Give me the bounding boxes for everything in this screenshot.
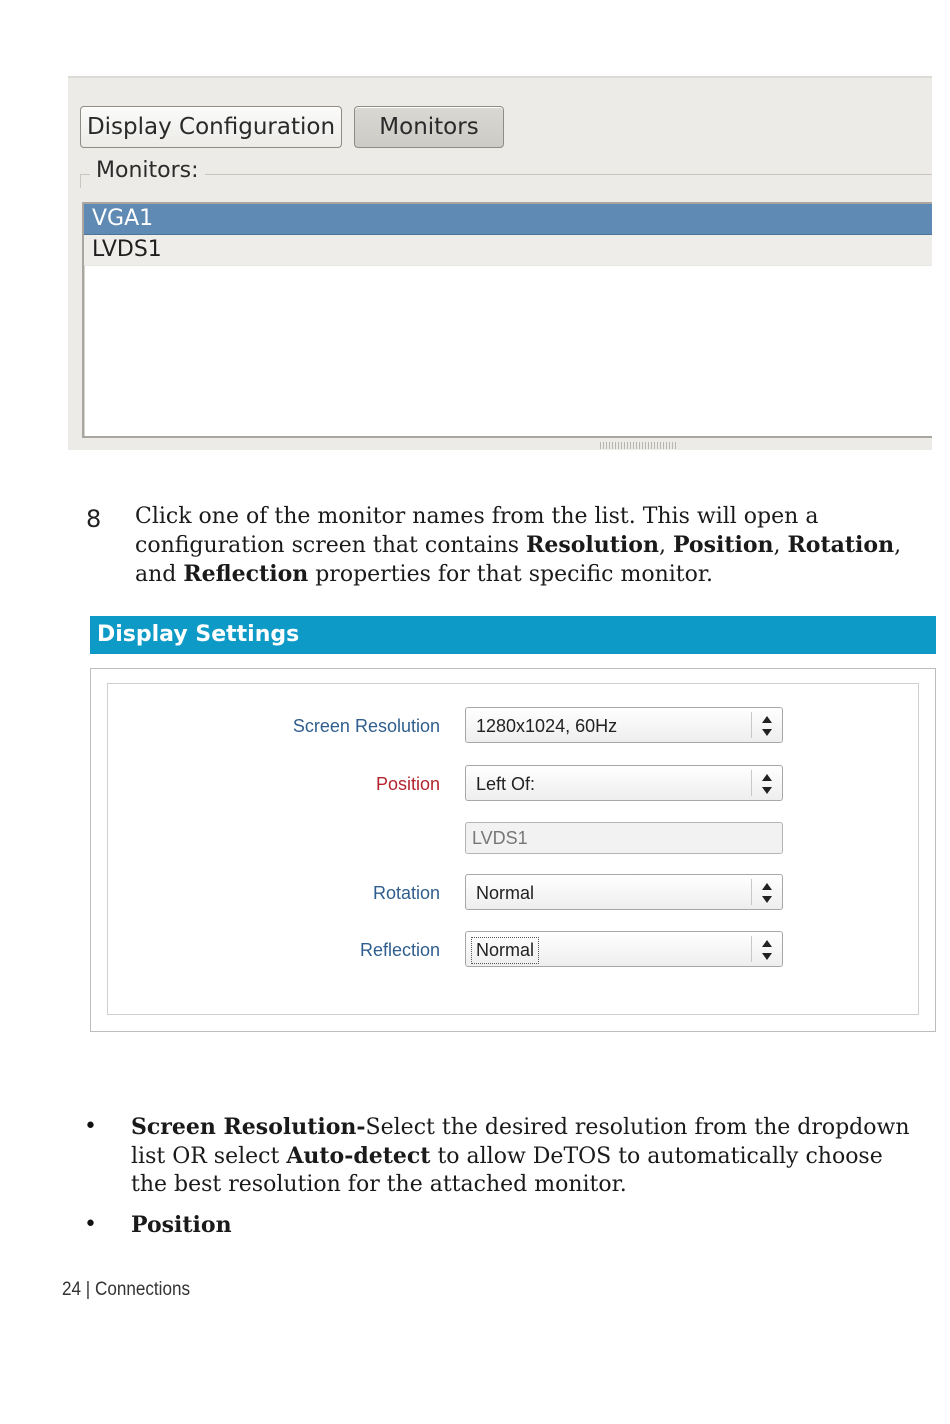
bullet-dot: • bbox=[84, 1212, 97, 1237]
page-footer: 24 | Connections bbox=[62, 1279, 191, 1300]
monitors-list[interactable] bbox=[82, 202, 932, 438]
bullet-position: Position bbox=[131, 1212, 232, 1238]
position-target-field: LVDS1 bbox=[465, 822, 783, 854]
step-instruction: Click one of the monitor names from the list. This will open a configuration screen that contains Resolution, Position, Rotation, and Reflection properties for that specific monitor. bbox=[135, 504, 902, 587]
position-select[interactable] bbox=[465, 765, 783, 801]
rotation-select[interactable] bbox=[465, 874, 783, 910]
monitors-panel-screenshot bbox=[68, 76, 932, 450]
list-item-vga1[interactable]: VGA1 bbox=[84, 204, 932, 235]
rotation-value: Normal bbox=[476, 883, 535, 903]
reflection-value: Normal bbox=[476, 940, 535, 960]
display-settings-form bbox=[107, 683, 919, 1015]
screen-resolution-label: Screen Resolution bbox=[292, 716, 440, 736]
up-down-arrows-icon bbox=[761, 714, 773, 738]
screen-resolution-select[interactable] bbox=[465, 707, 783, 743]
bullet-dot: • bbox=[84, 1114, 97, 1139]
up-down-arrows-icon bbox=[761, 772, 773, 796]
up-down-arrows-icon bbox=[761, 881, 773, 905]
reflection-label: Reflection bbox=[359, 940, 440, 960]
display-settings-panel bbox=[90, 668, 936, 1032]
reflection-select[interactable] bbox=[465, 931, 783, 967]
group-divider bbox=[80, 174, 932, 175]
monitors-tab[interactable]: Monitors bbox=[354, 106, 504, 148]
up-down-arrows-icon bbox=[761, 938, 773, 962]
resize-grip[interactable] bbox=[600, 442, 676, 449]
rotation-label: Rotation bbox=[372, 883, 440, 903]
screen-resolution-value: 1280x1024, 60Hz bbox=[476, 716, 618, 736]
step-number: 8 bbox=[86, 505, 102, 533]
bullet-screen-resolution: Screen Resolution-Select the desired resolution from the dropdown list OR select Auto-detect to allow DeTOS to automatically choose the best resolution for the attached monitor. bbox=[131, 1114, 910, 1197]
list-item-lvds1[interactable]: LVDS1 bbox=[84, 235, 932, 266]
display-configuration-tab[interactable]: Display Configuration bbox=[80, 106, 342, 148]
position-label: Position bbox=[375, 774, 440, 794]
display-settings-title: Display Settings bbox=[90, 616, 936, 654]
position-value: Left Of: bbox=[476, 774, 536, 794]
monitors-group-label: Monitors: bbox=[90, 158, 205, 183]
group-divider-left bbox=[80, 174, 81, 188]
